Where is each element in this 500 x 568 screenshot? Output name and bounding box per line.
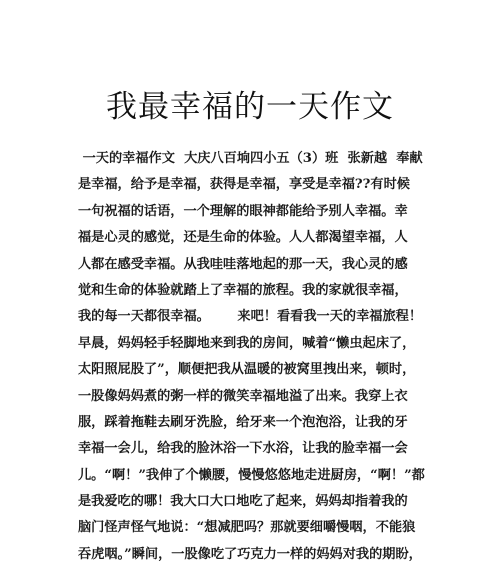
body-line: 人都在感受幸福。从我哇哇落地起的那一天，我心灵的感 [78,256,408,272]
body-line: 一天的幸福作文 大庆八百垧四小五（3）班 张新越 奉献 [78,151,423,166]
body-line: 儿。“啊！”我伸了个懒腰，慢慢悠悠地走进厨房，“啊！”都 [78,467,425,483]
body-line: 服，踩着拖鞋去刷牙洗脸，给牙来一个泡泡浴，让我的牙 [78,414,408,430]
body-line: 觉和生命的体验就踏上了幸福的旅程。我的家就很幸福， [78,282,408,298]
body-line: 福是心灵的感觉，还是生命的体验。人人都渴望幸福，人 [78,230,408,246]
body-line: 一股像妈妈煮的粥一样的微笑幸福地溢了出来。我穿上衣 [78,388,408,404]
body-line: 是幸福，给予是幸福，获得是幸福，享受是幸福??有时候 [78,177,410,193]
body-line: 吞虎咽。”瞬间，一股像吃了巧克力一样的妈妈对我的期盼， [78,546,422,562]
document-body [78,146,438,568]
body-line: 幸福一会儿，给我的脸沐浴一下水浴，让我的脸幸福一会 [78,441,408,457]
body-line: 早晨，妈妈轻手轻脚地来到我的房间，喊着“懒虫起床了， [78,335,416,351]
body-line: 脑门怪声怪气地说：“想减肥吗？那就要细嚼慢咽，不能狼 [78,520,416,536]
body-line: 一句祝福的话语，一个理解的眼神都能给予别人幸福。幸 [78,203,408,219]
document-title: 我最幸福的一天作文 [106,89,394,125]
body-line: 我的每一天都很幸福。 来吧！看看我一天的幸福旅程！ [78,309,423,325]
body-line: 太阳照屁股了”，顺便把我从温暖的被窝里拽出来，顿时， [78,362,416,378]
body-line: 是我爱吃的哪！我大口大口地吃了起来，妈妈却指着我的 [78,494,408,510]
